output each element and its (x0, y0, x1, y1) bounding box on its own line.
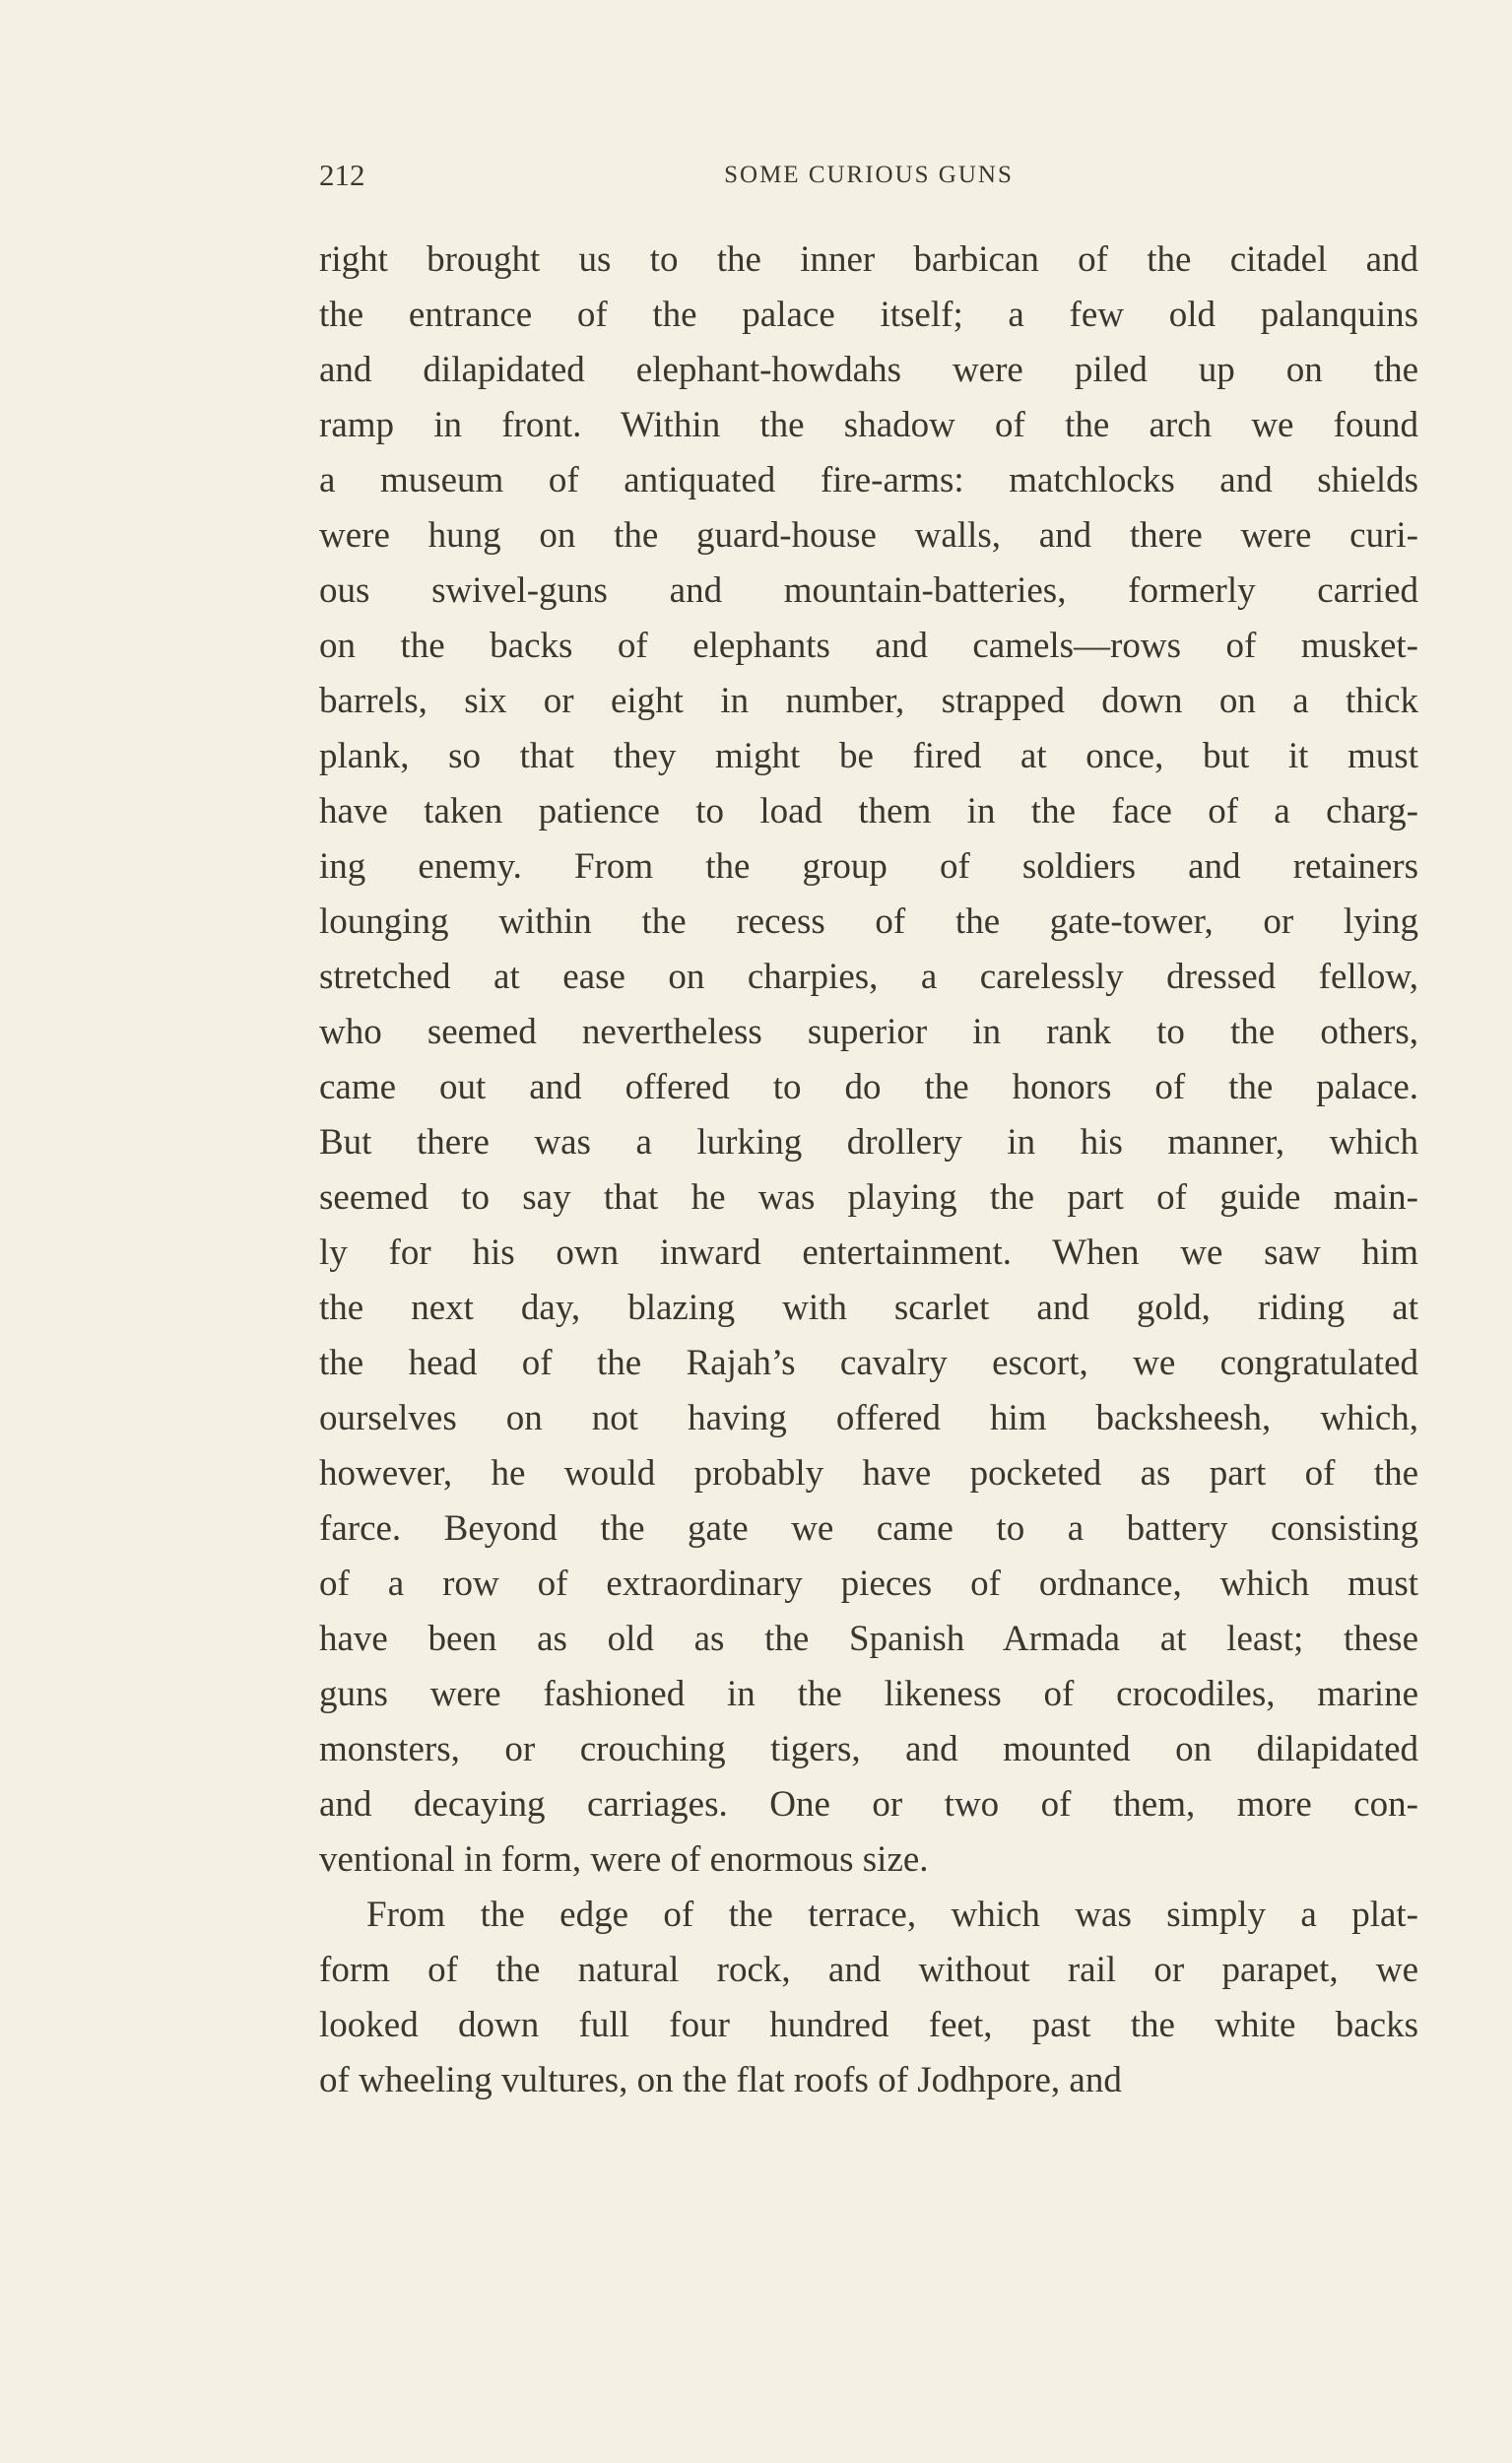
text-line: looked down full four hundred feet, past the white backs (319, 2005, 1418, 2045)
text-line: ly for his own inward entertainment. When we saw him (319, 1232, 1418, 1273)
text-line: and dilapidated elephant-howdahs were piled up on the (319, 350, 1418, 390)
text-line: a museum of antiquated fire-arms: matchlocks and shields (319, 460, 1418, 500)
text-line: monsters, or crouching tigers, and mounted on dilapidated (319, 1729, 1418, 1769)
text-line: ous swivel-guns and mountain-batteries, formerly carried (319, 570, 1418, 611)
text-line: have taken patience to load them in the face of a charg- (319, 791, 1418, 832)
text-line: stretched at ease on charpies, a carelessly dressed fellow, (319, 957, 1418, 997)
text-line: From the edge of the terrace, which was simply a plat- (366, 1895, 1418, 1935)
running-title: SOME CURIOUS GUNS (724, 162, 1014, 188)
text-line: lounging within the recess of the gate-tower, or lying (319, 901, 1418, 942)
text-line: however, he would probably have pocketed as part of the (319, 1453, 1418, 1494)
text-line: right brought us to the inner barbican of the citadel and (319, 239, 1418, 280)
text-line: ing enemy. From the group of soldiers and retainers (319, 846, 1418, 887)
text-line: of wheeling vultures, on the flat roofs of Jodhpore, and (319, 2060, 1122, 2100)
text-line: and decaying carriages. One or two of them, more con- (319, 1784, 1418, 1825)
text-line: who seemed nevertheless superior in rank to the others, (319, 1012, 1418, 1052)
text-line: plank, so that they might be fired at once, but it must (319, 736, 1418, 776)
text-line: seemed to say that he was playing the part of guide main- (319, 1177, 1418, 1218)
page-header (319, 158, 1418, 197)
text-line: form of the natural rock, and without rail or parapet, we (319, 1950, 1418, 1990)
body-text (319, 233, 1418, 2108)
text-line: on the backs of elephants and camels—rows of musket- (319, 626, 1418, 666)
text-line: ramp in front. Within the shadow of the arch we found (319, 405, 1418, 445)
page-number: 212 (319, 158, 365, 192)
text-line: barrels, six or eight in number, strapped down on a thick (319, 681, 1418, 721)
text-line: ourselves on not having offered him backsheesh, which, (319, 1398, 1418, 1438)
text-line: of a row of extraordinary pieces of ordnance, which must (319, 1564, 1418, 1604)
text-line: were hung on the guard-house walls, and there were curi- (319, 515, 1418, 556)
text-line: the head of the Rajah’s cavalry escort, we congratulated (319, 1343, 1418, 1383)
text-line: But there was a lurking drollery in his manner, which (319, 1122, 1418, 1163)
text-line: came out and offered to do the honors of the palace. (319, 1067, 1418, 1107)
text-line: the next day, blazing with scarlet and gold, riding at (319, 1288, 1418, 1328)
text-line: the entrance of the palace itself; a few old palanquins (319, 295, 1418, 335)
text-line: farce. Beyond the gate we came to a battery consisting (319, 1508, 1418, 1549)
text-line: ventional in form, were of enormous size. (319, 1839, 929, 1880)
text-line: guns were fashioned in the likeness of crocodiles, marine (319, 1674, 1418, 1714)
text-line: have been as old as the Spanish Armada at least; these (319, 1619, 1418, 1659)
